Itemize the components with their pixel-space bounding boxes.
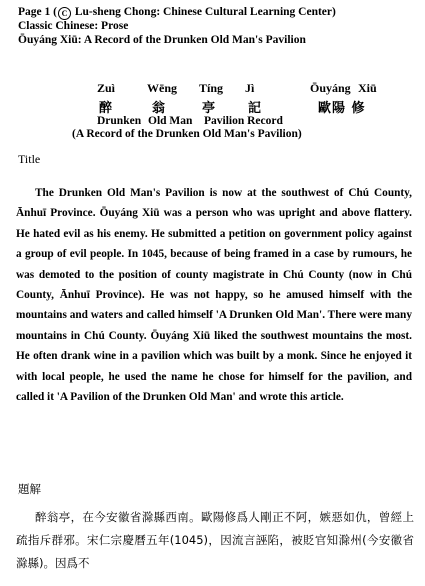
document-title: Ōuyáng Xiū: A Record of the Drunken Old Man's Pavilion [18,34,306,46]
chinese-paragraph: 醉翁亭，在今安徽省滁縣西南。歐陽修爲人剛正不阿，嫉惡如仇，曾經上疏指斥群邪。宋仁宗慶曆五年(1045)，因流言誣陷，被貶官知滁州(今安徽省滁縣)。因爲不 [16,510,414,570]
section-heading-english: Title [18,152,41,166]
pinyin-zui: Zuì [97,81,116,95]
page-header-source [18,6,336,20]
section-heading-chinese: 題解 [18,482,41,496]
pinyin-weng: Wēng [147,81,177,95]
copyright-icon: C [58,7,71,20]
pinyin-xiu: Xiū [358,81,377,95]
english-pavilion-record: Pavilion Record [204,115,283,127]
chinese-body [16,506,414,575]
english-paragraph: The Drunken Old Man's Pavilion is now at the southwest of Chú County, Ānhuī Province. Ōuyáng Xiū was a person who was upright and above flattery. He hated evil as his enemy. He submitted a petition on government policy against a group of evil people. In 1045, because of being framed in a case by rumours, he was demoted to the position of county magistrate in Chú County (now in Chú County, Ānhuī Province). He was not happy, so he amused himself with the mountains and waters and called himself 'A Drunken Old Man'. There were many mountains in Chú County. Ōuyáng Xiū liked the southwest mountains the most. He often drank wine in a pavilion which was built by a monk. Since he enjoyed it with local people, he used the name he chose for himself for the pavilion, and called it 'A Pavilion of the Drunken Old Man' and wrote this article. [16,187,412,404]
english-body [16,183,412,407]
full-title-translation: (A Record of the Drunken Old Man's Pavilion) [72,128,302,140]
english-drunken: Drunken [97,115,142,127]
page-label: Page 1 ( [18,6,57,18]
char-zui: 醉 [99,101,114,116]
english-old-man: Old Man [148,115,193,127]
source-label: Lu-sheng Chong: Chinese Cultural Learning Center) [74,6,336,18]
subject-label: Classic Chinese: Prose [18,20,129,32]
pinyin-ji: Jì [245,81,255,95]
pinyin-ting: Tíng [199,81,224,95]
char-ting: 亭 [202,101,217,116]
char-weng: 翁 [152,101,167,116]
author-chars: 歐陽 修 [318,101,366,116]
title-table [0,80,425,150]
pinyin-ouyang: Ōuyáng [310,81,351,95]
char-ji: 記 [248,101,263,116]
